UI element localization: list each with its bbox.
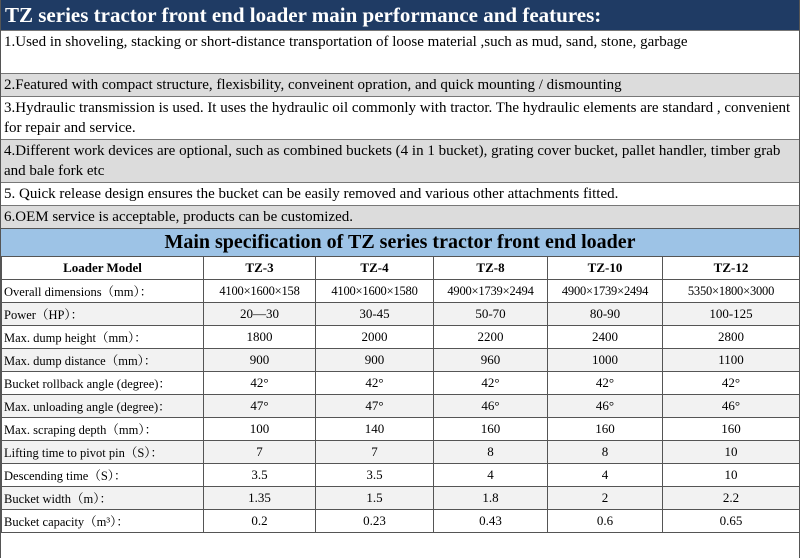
table-row [2,510,800,533]
row-label: Max. dump distance（mm）： [2,349,204,372]
table-cell: 80-90 [548,303,663,326]
table-cell: 7 [204,441,316,464]
feature-4: 4.Different work devices are optional, such as combined buckets (4 in 1 bucket), grating cover bucket, pallet handler, timber grab and bale fork etc [1,139,799,182]
table-cell: 960 [434,349,548,372]
table-cell: 100 [204,418,316,441]
row-label: Descending time（S）： [2,464,204,487]
table-cell: 46° [548,395,663,418]
spec-title: Main specification of TZ series tractor front end loader [1,228,799,256]
feature-3: 3.Hydraulic transmission is used. It uses the hydraulic oil commonly with tractor. The hydraulic elements are standard , convenient for repair and service. [1,96,799,139]
table-cell: 0.2 [204,510,316,533]
feature-1: 1.Used in shoveling, stacking or short-distance transportation of loose material ,such as mud, sand, stone, garbage [1,30,799,73]
table-cell: 4900×1739×2494 [434,280,548,303]
table-cell: 8 [548,441,663,464]
table-cell: 2400 [548,326,663,349]
table-row [2,441,800,464]
header-loader-model: Loader Model [2,257,204,280]
table-row [2,487,800,510]
features-title: TZ series tractor front end loader main performance and features: [1,0,799,30]
table-cell: 2.2 [663,487,800,510]
feature-6: 6.OEM service is acceptable, products can be customized. [1,205,799,228]
row-label: Power（HP）： [2,303,204,326]
table-row [2,280,800,303]
table-row [2,395,800,418]
header-tz-10: TZ-10 [548,257,663,280]
table-cell: 5350×1800×3000 [663,280,800,303]
row-label: Lifting time to pivot pin（S）： [2,441,204,464]
spec-header-row [2,257,800,280]
table-cell: 50-70 [434,303,548,326]
table-cell: 47° [204,395,316,418]
row-label: Max. dump height（mm）： [2,326,204,349]
table-row [2,418,800,441]
table-cell: 2000 [316,326,434,349]
table-cell: 42° [204,372,316,395]
table-row [2,326,800,349]
table-cell: 3.5 [204,464,316,487]
table-cell: 46° [434,395,548,418]
table-cell: 160 [434,418,548,441]
table-cell: 0.43 [434,510,548,533]
table-cell: 1.35 [204,487,316,510]
table-row [2,303,800,326]
table-cell: 47° [316,395,434,418]
table-cell: 8 [434,441,548,464]
table-row [2,372,800,395]
table-cell: 1.5 [316,487,434,510]
table-cell: 3.5 [316,464,434,487]
table-cell: 4 [548,464,663,487]
header-tz-4: TZ-4 [316,257,434,280]
header-tz-12: TZ-12 [663,257,800,280]
table-cell: 900 [204,349,316,372]
table-cell: 0.23 [316,510,434,533]
row-label: Bucket rollback angle (degree)： [2,372,204,395]
table-cell: 4 [434,464,548,487]
table-cell: 1100 [663,349,800,372]
table-cell: 160 [548,418,663,441]
table-cell: 42° [434,372,548,395]
table-row [2,464,800,487]
row-label: Max. scraping depth（mm）： [2,418,204,441]
table-cell: 42° [316,372,434,395]
feature-5: 5. Quick release design ensures the bucket can be easily removed and various other attachments fitted. [1,182,799,205]
table-cell: 1.8 [434,487,548,510]
feature-2: 2.Featured with compact structure, flexisbility, conveinent opration, and quick mounting / dismounting [1,73,799,96]
table-cell: 30-45 [316,303,434,326]
header-tz-3: TZ-3 [204,257,316,280]
row-label: Bucket capacity（m³）： [2,510,204,533]
table-cell: 46° [663,395,800,418]
row-label: Bucket width（m）： [2,487,204,510]
table-cell: 0.65 [663,510,800,533]
table-cell: 7 [316,441,434,464]
table-cell: 42° [663,372,800,395]
header-tz-8: TZ-8 [434,257,548,280]
table-row [2,349,800,372]
row-label: Overall dimensions（mm）： [2,280,204,303]
table-cell: 10 [663,441,800,464]
table-cell: 1000 [548,349,663,372]
table-cell: 0.6 [548,510,663,533]
table-cell: 140 [316,418,434,441]
table-cell: 2800 [663,326,800,349]
table-cell: 2 [548,487,663,510]
table-cell: 900 [316,349,434,372]
table-cell: 4100×1600×158 [204,280,316,303]
table-cell: 1800 [204,326,316,349]
row-label: Max. unloading angle (degree)： [2,395,204,418]
table-cell: 2200 [434,326,548,349]
table-cell: 4900×1739×2494 [548,280,663,303]
table-cell: 160 [663,418,800,441]
table-cell: 42° [548,372,663,395]
table-cell: 20—30 [204,303,316,326]
spec-table [1,256,800,533]
table-cell: 10 [663,464,800,487]
table-cell: 4100×1600×1580 [316,280,434,303]
table-cell: 100-125 [663,303,800,326]
